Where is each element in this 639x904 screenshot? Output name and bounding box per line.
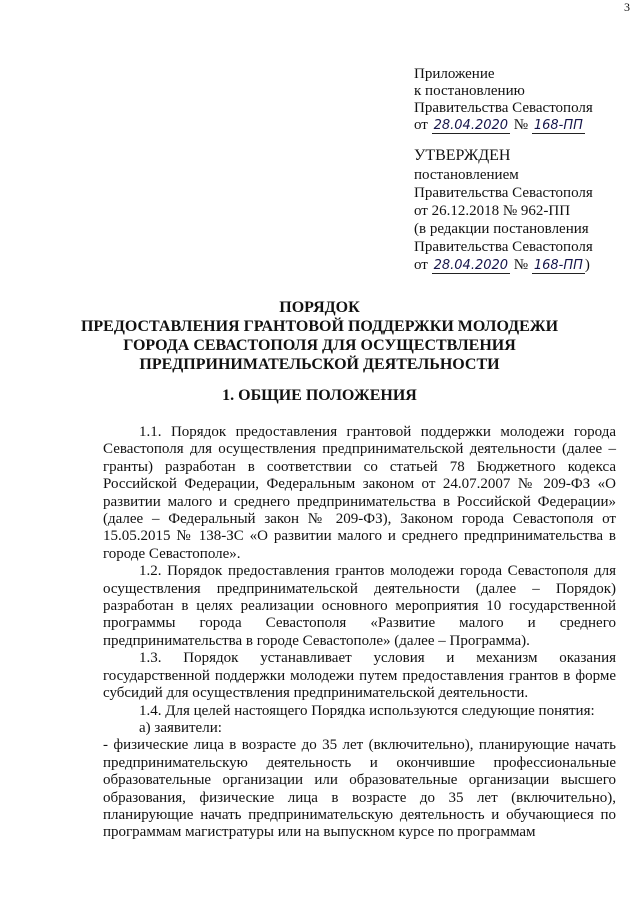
document-title — [0, 298, 639, 374]
appendix-handwritten-number: 168-ПП — [533, 118, 583, 133]
approved-date-line — [414, 256, 634, 274]
approved-date-prefix: от — [414, 257, 428, 273]
appendix-block — [414, 66, 634, 134]
title-line-3: ГОРОДА СЕВАСТОПОЛЯ ДЛЯ ОСУЩЕСТВЛЕНИЯ — [123, 337, 516, 354]
paragraph-1-1: 1.1. Порядок предоставления грантовой поддержки молодежи города Севастополя для осуществления предпринимательской деятельности (далее – гранты) разработан в соответствии со статьей 78 Бюджетного кодекса Российской Федерации, Федеральным законом от 24.07.2007 № 209-ФЗ «О развитии малого и среднего предпринимательства в Российской Федерации» (далее – Федеральный закон № 209-ФЗ), Законом города Севастополя от 15.05.2015 № 138-ЗС «О развитии малого и среднего предпринимательства в городе Севастополе». — [103, 424, 616, 562]
paragraph-1-2: 1.2. Порядок предоставления грантов молодежи города Севастополя для осуществления предпринимательской деятельности (далее – Порядок) разработан в целях реализации основного мероприятия 10 государственной программы города Севастополя «Развитие малого и среднего предпринимательства в городе Севастополе» (далее – Программа). — [103, 563, 616, 649]
page-number: 3 — [624, 0, 631, 14]
approved-line-4: (в редакции постановления — [414, 221, 589, 237]
appendix-handwritten-date: 28.04.2020 — [433, 118, 509, 133]
approved-number-prefix: № — [513, 257, 529, 273]
title-line-1: ПОРЯДОК — [279, 299, 360, 316]
approved-line-2: Правительства Севастополя — [414, 185, 593, 201]
paragraph-1-3: 1.3. Порядок устанавливает условия и механизм оказания государственной поддержки молодежи путем предоставления грантов в форме субсидий для осуществления предпринимательской деятельности. — [103, 650, 616, 702]
title-line-2: ПРЕДОСТАВЛЕНИЯ ГРАНТОВОЙ ПОДДЕРЖКИ МОЛОДЕЖИ — [80, 318, 559, 335]
approved-line-1: постановлением — [414, 167, 519, 183]
paragraph-item-a-bullet: - физические лица в возрасте до 35 лет (включительно), планирующие начать предпринимательскую деятельность и окончившие профессиональные образовательные организации или образовательные организации высшего образования, физические лица в возрасте до 35 лет (включительно), планирующие начать предпринимательскую деятельность и обучающиеся по программам магистратуры или на выпускном курсе по программам — [103, 737, 616, 841]
appendix-date-line — [414, 117, 634, 134]
approved-line-5: Правительства Севастополя — [414, 239, 593, 255]
approved-heading: УТВЕРЖДЕН — [414, 147, 511, 164]
section-heading: 1. ОБЩИЕ ПОЛОЖЕНИЯ — [222, 387, 417, 404]
appendix-line-1: Приложение — [414, 66, 495, 82]
title-line-4: ПРЕДПРИНИМАТЕЛЬСКОЙ ДЕЯТЕЛЬНОСТИ — [139, 356, 500, 373]
paragraph-item-a: а) заявители: — [139, 719, 222, 736]
paragraph-1-4: 1.4. Для целей настоящего Порядка используются следующие понятия: — [139, 702, 595, 719]
approved-block — [414, 146, 634, 274]
appendix-line-3: Правительства Севастополя — [414, 100, 593, 116]
approved-handwritten-date: 28.04.2020 — [433, 258, 509, 273]
appendix-number-prefix: № — [513, 117, 529, 133]
appendix-line-2: к постановлению — [414, 83, 525, 99]
appendix-date-prefix: от — [414, 117, 428, 133]
approved-close-paren: ) — [584, 257, 590, 273]
approved-handwritten-number: 168-ПП — [533, 258, 583, 273]
document-body — [103, 424, 616, 842]
approved-line-3: от 26.12.2018 № 962-ПП — [414, 203, 571, 219]
